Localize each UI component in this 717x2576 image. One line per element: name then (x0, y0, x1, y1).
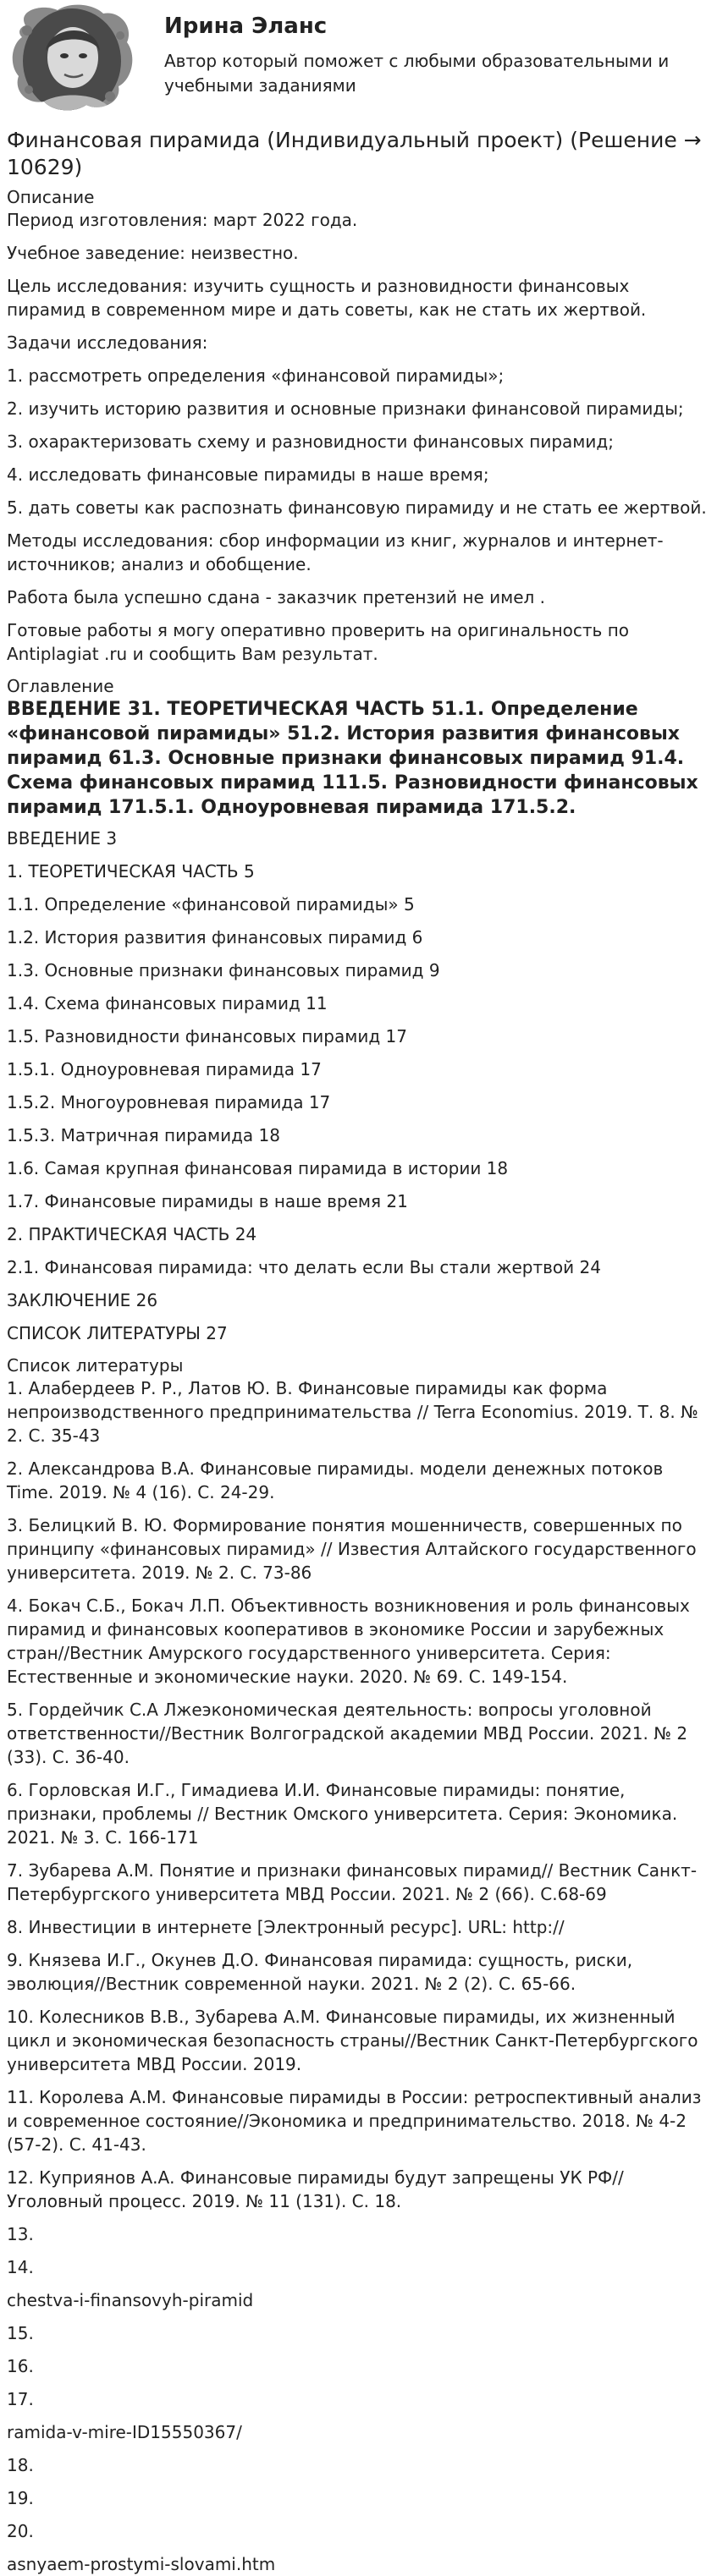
ref-item: 17. (7, 2389, 34, 2409)
ref-item: 14. (7, 2257, 34, 2277)
toc-list (7, 827, 710, 1345)
ref-item: 6. Горловская И.Г., Гимадиева И.И. Финансовые пирамиды: понятие, признаки, проблемы // Вестник Омского университета. Серия: Экономика. 2021. № 3. С. 166-171 (7, 1780, 678, 1848)
toc-item: 1.2. История развития финансовых пирамид 6 (7, 927, 423, 947)
toc-item: СПИСОК ЛИТЕРАТУРЫ 27 (7, 1323, 228, 1343)
description-line: 4. исследовать финансовые пирамиды в наше время; (7, 464, 489, 485)
description-line: Период изготовления: март 2022 года. (7, 210, 358, 230)
refs-label: Список литературы (7, 1355, 184, 1376)
toc-item: 1.5. Разновидности финансовых пирамид 17 (7, 1026, 407, 1046)
toc-item: ЗАКЛЮЧЕНИЕ 26 (7, 1290, 158, 1310)
toc-item: 1.5.3. Матричная пирамида 18 (7, 1125, 280, 1145)
ref-item: asnyaem-prostymi-slovami.htm (7, 2554, 276, 2574)
toc-item: 2. ПРАКТИЧЕСКАЯ ЧАСТЬ 24 (7, 1224, 257, 1244)
toc-label: Оглавление (7, 676, 114, 696)
toc-item: 1.5.1. Одноуровневая пирамида 17 (7, 1059, 322, 1079)
description-section (7, 208, 710, 666)
toc-item: 1.6. Самая крупная финансовая пирамида в истории 18 (7, 1158, 509, 1178)
description-line: 5. дать советы как распознать финансовую пирамиду и не стать ее жертвой. (7, 497, 707, 518)
ref-item: 13. (7, 2224, 34, 2244)
description-line: 3. охарактеризовать схему и разновидности финансовых пирамид; (7, 431, 614, 452)
description-line: Работа была успешно сдана - заказчик претензий не имел . (7, 587, 546, 607)
ref-item: 18. (7, 2455, 34, 2475)
ref-item: 9. Князева И.Г., Окунев Д.О. Финансовая пирамида: сущность, риски, эволюция//Вестник современной науки. 2021. № 2 (2). С. 65-66. (7, 1950, 633, 1994)
author-name[interactable]: Ирина Эланс (164, 14, 328, 39)
author-description: Автор который поможет с любыми образовательными и учебными заданиями (164, 51, 670, 96)
ref-item: 15. (7, 2323, 34, 2343)
ref-item: 7. Зубарева А.М. Понятие и признаки финансовых пирамид// Вестник Санкт-Петербургского университета МВД России. 2021. № 2 (66). С.68-69 (7, 1860, 698, 1904)
description-line: 1. рассмотреть определения «финансовой пирамиды»; (7, 365, 505, 386)
ref-item: 8. Инвестиции в интернете [Электронный ресурс]. URL: http:// (7, 1917, 565, 1937)
toc-item: 1. ТЕОРЕТИЧЕСКАЯ ЧАСТЬ 5 (7, 861, 255, 882)
ref-item: chestva-i-finansovyh-piramid (7, 2290, 254, 2310)
ref-item: 2. Александрова В.А. Финансовые пирамиды. модели денежных потоков Time. 2019. № 4 (16). С. 24-29. (7, 1458, 664, 1502)
description-line: Учебное заведение: неизвестно. (7, 243, 299, 263)
toc-item: 1.3. Основные признаки финансовых пирамид 9 (7, 960, 440, 980)
ref-item: 20. (7, 2521, 34, 2541)
description-label: Описание (7, 187, 95, 207)
ref-item: ramida-v-mire-ID15550367/ (7, 2422, 242, 2442)
toc-heading: ВВЕДЕНИЕ 31. ТЕОРЕТИЧЕСКАЯ ЧАСТЬ 51.1. Определение «финансовой пирамиды» 51.2. История развития финансовых пирамид 61.3. Основные признаки финансовых пирамид 91.4. Схема финансовых пирамид 111.5. Разновидности финансовых пирамид 171.5.1. Одноуровневая пирамида 171.5.2. (7, 699, 698, 818)
toc-item: ВВЕДЕНИЕ 3 (7, 828, 118, 849)
toc-item: 1.1. Определение «финансовой пирамиды» 5 (7, 894, 415, 915)
ref-item: 4. Бокач С.Б., Бокач Л.П. Объективность возникновения и роль финансовых пирамид и финансовых кооперативов в экономике России и зарубежных стран//Вестник Амурского государственного университета. Серия: Естественные и экономические науки. 2020. № 69. С. 149-154. (7, 1596, 690, 1687)
description-line: Методы исследования: сбор информации из книг, журналов и интернет-источников; анализ и обобщение. (7, 530, 664, 574)
author-info (164, 12, 702, 98)
toc-item: 1.5.2. Многоуровневая пирамида 17 (7, 1092, 331, 1112)
description-line: 2. изучить историю развития и основные признаки финансовой пирамиды; (7, 398, 684, 419)
ref-item: 5. Гордейчик С.А Лжеэкономическая деятельность: вопросы уголовной ответственности//Вестник Волгоградской академии МВД России. 2021. № 2 (33). С. 36-40. (7, 1700, 688, 1767)
author-avatar[interactable] (8, 2, 135, 112)
description-line: Задачи исследования: (7, 332, 208, 353)
description-line: Готовые работы я могу оперативно проверить на оригинальность по Antiplagiat .ru и сообщить Вам результат. (7, 620, 629, 664)
toc-item: 1.7. Финансовые пирамиды в наше время 21 (7, 1191, 408, 1211)
toc-item: 1.4. Схема финансовых пирамид 11 (7, 993, 328, 1013)
ref-item: 10. Колесников В.В., Зубарева А.М. Финансовые пирамиды, их жизненный цикл и экономическая безопасность страны//Вестник Санкт-Петербургского университета МВД России. 2019. (7, 2007, 698, 2074)
ref-item: 1. Алабердеев Р. Р., Латов Ю. В. Финансовые пирамиды как форма непроизводственного предпринимательства // Terra Economius. 2019. Т. 8. № 2. С. 35-43 (7, 1378, 698, 1446)
refs-list (7, 1376, 710, 2576)
description-line: Цель исследования: изучить сущность и разновидности финансовых пирамид в современном мире и дать советы, как не стать их жертвой. (7, 276, 647, 320)
ref-item: 19. (7, 2488, 34, 2508)
toc-item: 2.1. Финансовая пирамида: что делать если Вы стали жертвой 24 (7, 1257, 601, 1277)
ref-item: 12. Куприянов А.А. Финансовые пирамиды будут запрещены УК РФ//Уголовный процесс. 2019. № 11 (131). С. 18. (7, 2167, 624, 2211)
author-header (7, 0, 710, 127)
ref-item: 3. Белицкий В. Ю. Формирование понятия мошенничеств, совершенных по принципу «финансовых пирамид» // Известия Алтайского государственного университета. 2019. № 2. С. 73-86 (7, 1515, 697, 1583)
ref-item: 16. (7, 2356, 34, 2376)
ref-item: 11. Королева А.М. Финансовые пирамиды в России: ретроспективный анализ и современное состояние//Экономика и предпринимательство. 2018. № 4-2 (57-2). С. 41-43. (7, 2087, 702, 2155)
work-title: Финансовая пирамида (Индивидуальный проект) (Решение → 10629) (7, 128, 702, 179)
